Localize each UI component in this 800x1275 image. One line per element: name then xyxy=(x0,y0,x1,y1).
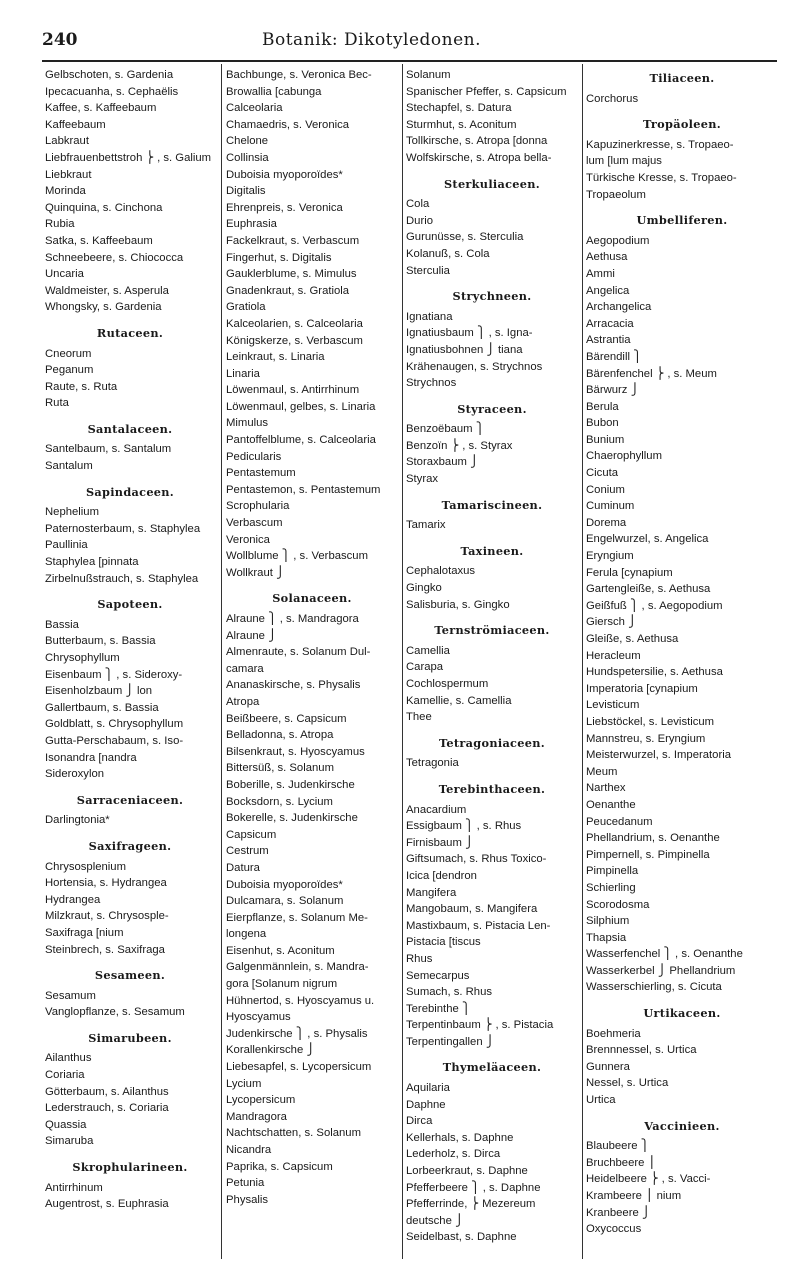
index-entry: Meum xyxy=(586,765,618,778)
index-entry: Fackelkraut, s. Verbascum xyxy=(226,234,360,247)
index-entry: Mangifera xyxy=(406,886,457,899)
index-entry: Coriaria xyxy=(45,1069,85,1082)
index-entry: Aquilaria xyxy=(406,1082,450,1095)
index-entry: Königskerze, s. Verbascum xyxy=(226,334,363,347)
index-entry: Ignatiana xyxy=(406,310,453,323)
index-entry: Lorbeerkraut, s. Daphne xyxy=(406,1165,528,1178)
index-entry: longena xyxy=(226,928,267,941)
index-entry: Terebinthe ⎫ xyxy=(406,1002,471,1015)
index-entry: lum [lum majus xyxy=(586,155,662,168)
index-entry: Ignatiusbohnen ⎭ tiana xyxy=(406,343,523,356)
index-entry: Wollblume ⎫ , s. Verbascum xyxy=(226,550,368,563)
index-entry: Rubia xyxy=(45,218,75,231)
index-entry: Beißbeere, s. Capsicum xyxy=(226,712,347,725)
index-entry: Korallenkirsche ⎭ xyxy=(226,1044,315,1057)
index-entry: Cuminum xyxy=(586,500,635,513)
index-entry: Türkische Kresse, s. Tropaeo- xyxy=(586,171,737,184)
index-entry: camara xyxy=(226,662,264,675)
index-entry: Satka, s. Kaffeebaum xyxy=(45,234,153,247)
index-entry: Chrysosplenium xyxy=(45,860,126,873)
index-entry: Bruchbeere ⎪ xyxy=(586,1156,657,1169)
index-entry: Alraune ⎫ , s. Mandragora xyxy=(226,613,359,625)
family-heading: Skrophularineen. xyxy=(72,1160,188,1175)
index-entry: Quassia xyxy=(45,1118,87,1131)
index-entry: Kalceolarien, s. Calceolaria xyxy=(226,317,363,330)
index-entry: Terpentinbaum ⎬ , s. Pistacia xyxy=(406,1019,554,1032)
family-heading: Sarraceniaceen. xyxy=(76,792,184,807)
index-entry: Physalis xyxy=(226,1193,269,1206)
index-entry: Pedicularis xyxy=(226,450,282,463)
index-entry: Pantoffelblume, s. Calceolaria xyxy=(226,434,376,447)
index-column-4 xyxy=(586,67,778,1257)
index-entry: Liebstöckel, s. Levisticum xyxy=(586,715,715,728)
index-entry: Peganum xyxy=(45,364,94,377)
index-entry: Ipecacuanha, s. Cephaëlis xyxy=(45,85,179,98)
index-entry: Browallia [cabunga xyxy=(226,85,322,98)
index-entry: Wolfskirsche, s. Atropa bella- xyxy=(406,151,552,164)
index-entry: Chelone xyxy=(226,135,269,148)
index-entry: Urtica xyxy=(586,1094,616,1107)
column-rule xyxy=(402,64,403,1259)
index-entry: Lycium xyxy=(226,1077,262,1090)
index-entry: Scorodosma xyxy=(586,898,650,911)
index-entry: Chamaedris, s. Veronica xyxy=(226,118,350,131)
index-entry: Camellia xyxy=(406,644,450,657)
page-header xyxy=(42,24,772,56)
index-entry: Spanischer Pfeffer, s. Capsicum xyxy=(406,85,567,98)
index-entry: Belladonna, s. Atropa xyxy=(226,729,334,742)
index-entry: Euphrasia xyxy=(226,218,277,231)
index-entry: Bärenfenchel ⎬ , s. Meum xyxy=(586,367,717,380)
index-entry: Lederholz, s. Dirca xyxy=(406,1148,501,1161)
family-heading: Strychneen. xyxy=(452,289,532,304)
index-entry: Dirca xyxy=(406,1115,433,1128)
index-entry: Wasserschierling, s. Cicuta xyxy=(586,981,722,994)
index-entry: Brennnessel, s. Urtica xyxy=(586,1044,697,1057)
index-entry: Ignatiusbaum ⎫ , s. Igna- xyxy=(406,327,533,340)
index-entry: Quinquina, s. Cinchona xyxy=(45,201,163,214)
index-entry: Schierling xyxy=(586,881,636,894)
index-entry: Durio xyxy=(406,214,433,227)
index-entry: Heracleum xyxy=(586,649,641,662)
family-heading: Solanaceen. xyxy=(272,591,352,606)
index-entry: Fingerhut, s. Digitalis xyxy=(226,251,332,264)
index-entry: Götterbaum, s. Ailanthus xyxy=(45,1085,169,1098)
index-entry: Cola xyxy=(406,198,430,211)
index-entry: Conium xyxy=(586,483,625,496)
index-entry: Eisenbaum ⎫ , s. Sideroxy- xyxy=(45,668,183,681)
index-entry: Kapuzinerkresse, s. Tropaeo- xyxy=(586,138,734,151)
index-entry: Cestrum xyxy=(226,845,269,858)
index-entry: Pentastemum xyxy=(226,467,296,480)
index-entry: Cephalotaxus xyxy=(406,565,476,578)
index-entry: gora [Solanum nigrum xyxy=(226,978,338,991)
index-entry: Eierpflanze, s. Solanum Me- xyxy=(226,911,368,924)
index-entry: Dorema xyxy=(586,516,627,529)
family-heading: Taxineen. xyxy=(460,543,524,558)
index-entry: Vanglopflanze, s. Sesamum xyxy=(45,1006,185,1019)
index-entry: Angelica xyxy=(586,284,630,297)
index-entry: Bokerelle, s. Judenkirsche xyxy=(226,812,358,825)
index-entry: Duboisia myoporoïdes* xyxy=(226,878,343,891)
index-entry: Nicandra xyxy=(226,1144,272,1156)
index-entry: Eryngium xyxy=(586,550,634,563)
index-entry: Phellandrium, s. Oenanthe xyxy=(586,832,720,845)
index-entry: Verbascum xyxy=(226,517,283,530)
family-heading: Santalaceen. xyxy=(87,421,173,436)
index-entry: Pfefferbeere ⎫ , s. Daphne xyxy=(406,1181,541,1194)
index-entry: Morinda xyxy=(45,185,86,198)
index-entry: Kellerhals, s. Daphne xyxy=(406,1131,514,1144)
index-entry: Isonandra [nandra xyxy=(45,751,137,764)
index-entry: Pimpernell, s. Pimpinella xyxy=(586,848,710,861)
index-entry: Mandragora xyxy=(226,1110,287,1123)
index-entry: Ailanthus xyxy=(45,1052,92,1065)
index-entry: Sideroxylon xyxy=(45,768,105,781)
index-entry: Heidelbeere ⎬ , s. Vacci- xyxy=(586,1173,711,1186)
index-entry: Sterculia xyxy=(406,264,450,277)
index-entry: Arracacia xyxy=(586,317,634,330)
family-heading: Tropäoleen. xyxy=(643,117,721,132)
index-entry: Firnisbaum ⎭ xyxy=(406,836,474,849)
index-entry: Aethusa xyxy=(586,251,628,264)
index-entry: Capsicum xyxy=(226,828,277,841)
index-entry: Judenkirsche ⎫ , s. Physalis xyxy=(226,1027,368,1040)
index-entry: Nachtschatten, s. Solanum xyxy=(226,1127,362,1140)
index-entry: Mastixbaum, s. Pistacia Len- xyxy=(406,919,551,932)
index-entry: Bachbunge, s. Veronica Bec- xyxy=(226,69,372,81)
index-entry: Linaria xyxy=(226,367,260,380)
index-entry: Kolanuß, s. Cola xyxy=(406,247,490,260)
index-entry: Lederstrauch, s. Coriaria xyxy=(45,1102,169,1115)
index-entry: Bilsenkraut, s. Hyoscyamus xyxy=(226,745,365,758)
index-entry: Milzkraut, s. Chrysosple- xyxy=(45,910,169,923)
index-entry: Butterbaum, s. Bassia xyxy=(45,635,156,648)
index-entry: Hundspetersilie, s. Aethusa xyxy=(586,666,723,679)
index-entry: Mangobaum, s. Mangifera xyxy=(406,903,538,916)
index-entry: Veronica xyxy=(226,533,270,546)
index-entry: Terpentingallen ⎭ xyxy=(406,1035,495,1048)
index-entry: Wasserkerbel ⎭ Phellandrium xyxy=(586,964,736,977)
index-entry: Raute, s. Ruta xyxy=(45,380,118,393)
index-entry: Dulcamara, s. Solanum xyxy=(226,895,344,908)
index-entry: Ehrenpreis, s. Veronica xyxy=(226,201,343,214)
index-entry: Kamellie, s. Camellia xyxy=(406,694,512,707)
index-entry: Datura xyxy=(226,861,260,874)
index-entry: Oxycoccus xyxy=(586,1223,642,1236)
index-entry: Bubon xyxy=(586,417,619,430)
index-entry: Cneorum xyxy=(45,347,92,360)
index-entry: Gratiola xyxy=(226,301,266,314)
index-entry: Benzoïn ⎬ , s. Styrax xyxy=(406,439,513,452)
index-entry: Wollkraut ⎭ xyxy=(226,566,285,579)
index-entry: Augentrost, s. Euphrasia xyxy=(45,1198,169,1211)
index-entry: Salisburia, s. Gingko xyxy=(406,598,510,611)
family-heading: Styraceen. xyxy=(457,401,527,416)
index-entry: Silphium xyxy=(586,915,630,928)
index-entry: Archangelica xyxy=(586,301,652,314)
index-entry: Chrysophyllum xyxy=(45,652,120,664)
index-entry: Carapa xyxy=(406,661,444,674)
index-entry: Liebfrauenbettstroh ⎬ , s. Galium xyxy=(45,151,212,164)
index-entry: Labkraut xyxy=(45,135,89,148)
index-entry: Saxifraga [nium xyxy=(45,926,124,939)
index-entry: Uncaria xyxy=(45,268,84,281)
index-entry: Kaffee, s. Kaffeebaum xyxy=(45,102,157,115)
index-entry: Mannstreu, s. Eryngium xyxy=(586,732,706,745)
index-entry: Sumach, s. Rhus xyxy=(406,986,493,999)
index-entry: Scrophularia xyxy=(226,500,290,513)
index-entry: Lycopersicum xyxy=(226,1094,296,1107)
index-entry: Engelwurzel, s. Angelica xyxy=(586,533,709,546)
index-entry: Berula xyxy=(586,400,619,413)
index-entry: Sesamum xyxy=(45,989,96,1002)
index-entry: Tamarix xyxy=(406,519,446,532)
index-entry: Chaerophyllum xyxy=(586,450,662,463)
index-entry: Bocksdorn, s. Lycium xyxy=(226,795,333,808)
index-entry: Levisticum xyxy=(586,699,640,712)
index-entry: Darlingtonia* xyxy=(45,814,110,827)
index-entry: Liebkraut xyxy=(45,168,92,181)
index-entry: Styrax xyxy=(406,473,439,486)
family-heading: Umbelliferen. xyxy=(636,213,728,228)
index-entry: Pfefferrinde, ⎬ Mezereum xyxy=(406,1198,536,1211)
index-entry: Pistacia [tiscus xyxy=(406,936,481,949)
index-entry: Wasserfenchel ⎫ , s. Oenanthe xyxy=(586,948,743,961)
column-rule xyxy=(582,64,583,1259)
index-entry: Santalum xyxy=(45,460,93,473)
index-entry: Eisenhut, s. Aconitum xyxy=(226,944,335,957)
index-entry: Anacardium xyxy=(406,803,467,816)
family-heading: Thymeläaceen. xyxy=(442,1060,542,1075)
index-entry: Gutta-Perschabaum, s. Iso- xyxy=(45,734,184,747)
index-entry: Schneebeere, s. Chiococca xyxy=(45,251,184,264)
family-heading: Sesameen. xyxy=(94,968,166,983)
index-entry: Krambeere ⎪ nium xyxy=(586,1190,682,1202)
index-entry: Paullinia xyxy=(45,539,88,552)
index-entry: Storaxbaum ⎭ xyxy=(406,456,479,469)
index-entry: Giersch ⎭ xyxy=(586,616,637,629)
index-entry: Ferula [cynapium xyxy=(586,566,673,579)
index-entry: Bassia xyxy=(45,618,79,631)
index-entry: Benzoëbaum ⎫ xyxy=(406,423,485,436)
index-entry: Hydrangea xyxy=(45,893,101,906)
index-entry: Astrantia xyxy=(586,334,631,347)
index-entry: Paprika, s. Capsicum xyxy=(226,1160,333,1173)
index-entry: Staphylea [pinnata xyxy=(45,556,139,569)
index-entry: Meisterwurzel, s. Imperatoria xyxy=(586,749,732,762)
index-entry: Paternosterbaum, s. Staphylea xyxy=(45,522,201,535)
index-entry: Tropaeolum xyxy=(586,188,646,201)
index-entry: Gallertbaum, s. Bassia xyxy=(45,701,159,714)
index-entry: Gelbschoten, s. Gardenia xyxy=(45,69,174,81)
index-entry: Atropa xyxy=(226,695,260,708)
index-column-3 xyxy=(406,67,578,1257)
index-entry: Cochlospermum xyxy=(406,678,489,690)
index-entry: Semecarpus xyxy=(406,969,470,982)
index-entry: Ruta xyxy=(45,397,69,410)
index-entry: Aegopodium xyxy=(586,234,650,247)
index-entry: Pimpinella xyxy=(586,865,639,878)
index-entry: Peucedanum xyxy=(586,815,653,828)
index-entry: Narthex xyxy=(586,782,626,795)
index-entry: Strychnos xyxy=(406,377,457,390)
index-entry: Cicuta xyxy=(586,467,619,480)
index-entry: Collinsia xyxy=(226,151,269,164)
index-entry: Geißfuß ⎫ , s. Aegopodium xyxy=(586,599,723,612)
index-entry: Gingko xyxy=(406,582,442,595)
family-heading: Tiliaceen. xyxy=(649,71,715,85)
index-entry: deutsche ⎭ xyxy=(406,1214,464,1227)
index-entry: Stechapfel, s. Datura xyxy=(406,102,512,115)
index-entry: Gleiße, s. Aethusa xyxy=(586,633,679,645)
index-entry: Rhus xyxy=(406,952,433,965)
index-column-2 xyxy=(226,67,398,1257)
index-entry: Gunnera xyxy=(586,1060,630,1073)
index-entry: Santelbaum, s. Santalum xyxy=(45,443,172,456)
index-entry: Goldblatt, s. Chrysophyllum xyxy=(45,718,184,731)
index-entry: Simaruba xyxy=(45,1135,94,1148)
page-number: 240 xyxy=(42,30,78,50)
family-heading: Saxifrageen. xyxy=(88,838,172,853)
index-entry: Gnadenkraut, s. Gratiola xyxy=(226,284,350,297)
index-entry: Imperatoria [cynapium xyxy=(586,682,698,695)
family-heading: Tetragoniaceen. xyxy=(439,735,545,750)
index-entry: Petunia xyxy=(226,1177,265,1190)
running-title: Botanik: Dikotyledonen. xyxy=(262,30,482,50)
index-entry: Mimulus xyxy=(226,417,269,430)
index-entry: Kranbeere ⎭ xyxy=(586,1206,651,1219)
index-entry: Löwenmaul, s. Antirrhinum xyxy=(226,384,360,397)
index-entry: Giftsumach, s. Rhus Toxico- xyxy=(406,853,547,866)
index-entry: Waldmeister, s. Asperula xyxy=(45,284,169,297)
index-entry: Solanum xyxy=(406,69,451,81)
index-entry: Hyoscyamus xyxy=(226,1011,291,1024)
index-entry: Tetragonia xyxy=(406,757,459,770)
index-entry: Bittersüß, s. Solanum xyxy=(226,762,334,775)
index-entry: Essigbaum ⎫ , s. Rhus xyxy=(406,820,522,833)
index-entry: Tollkirsche, s. Atropa [donna xyxy=(406,135,548,148)
header-rule xyxy=(42,60,777,62)
family-heading: Rutaceen. xyxy=(96,325,164,340)
family-heading: Tamariscineen. xyxy=(441,497,543,512)
index-entry: Corchorus xyxy=(586,92,639,105)
index-entry: Daphne xyxy=(406,1098,446,1111)
family-heading: Sapoteen. xyxy=(97,597,163,612)
index-entry: Icica [dendron xyxy=(406,869,477,882)
index-entry: Krähenaugen, s. Strychnos xyxy=(406,360,543,373)
index-entry: Boberille, s. Judenkirsche xyxy=(226,778,355,791)
family-heading: Urtikaceen. xyxy=(643,1006,721,1021)
index-entry: Ananaskirsche, s. Physalis xyxy=(226,679,361,692)
index-entry: Digitalis xyxy=(226,185,266,198)
index-entry: Hortensia, s. Hydrangea xyxy=(45,877,167,890)
index-entry: Calceolaria xyxy=(226,102,283,115)
index-entry: Gartengleiße, s. Aethusa xyxy=(586,583,711,596)
index-entry: Bunium xyxy=(586,433,625,446)
family-heading: Terebinthaceen. xyxy=(438,781,546,796)
index-entry: Galgenmännlein, s. Mandra- xyxy=(226,961,369,974)
index-entry: Thee xyxy=(406,711,432,724)
index-entry: Leinkraut, s. Linaria xyxy=(226,351,325,364)
index-entry: Ammi xyxy=(586,267,615,280)
family-heading: Sterkuliaceen. xyxy=(443,176,541,191)
index-entry: Whongsky, s. Gardenia xyxy=(45,301,162,314)
index-entry: Eisenholzbaum ⎭ lon xyxy=(45,685,153,698)
index-entry: Boehmeria xyxy=(586,1027,641,1040)
index-entry: Bärwurz ⎭ xyxy=(586,384,640,397)
index-entry: Antirrhinum xyxy=(45,1181,103,1194)
index-entry: Almenraute, s. Solanum Dul- xyxy=(226,646,371,659)
index-entry: Löwenmaul, gelbes, s. Linaria xyxy=(226,400,376,413)
family-heading: Simarubeen. xyxy=(88,1030,172,1045)
family-heading: Ternströmiaceen. xyxy=(434,623,550,638)
family-heading: Vaccinieen. xyxy=(644,1118,720,1133)
index-entry: Bärendill ⎫ xyxy=(586,350,642,363)
index-entry: Pentastemon, s. Pentastemum xyxy=(226,483,381,496)
index-entry: Duboisia myoporoïdes* xyxy=(226,168,343,181)
index-entry: Nephelium xyxy=(45,506,100,519)
column-rule xyxy=(221,64,222,1259)
index-entry: Seidelbast, s. Daphne xyxy=(406,1231,517,1244)
index-entry: Hühnertod, s. Hyoscyamus u. xyxy=(226,994,375,1007)
family-heading: Sapindaceen. xyxy=(85,484,175,499)
index-entry: Gauklerblume, s. Mimulus xyxy=(226,268,357,281)
index-column-1 xyxy=(45,67,215,1257)
index-entry: Gurunüsse, s. Sterculia xyxy=(406,231,524,244)
index-entry: Zirbelnußstrauch, s. Staphylea xyxy=(45,572,199,585)
index-entry: Liebesapfel, s. Lycopersicum xyxy=(226,1061,372,1074)
index-entry: Nessel, s. Urtica xyxy=(586,1077,669,1090)
index-entry: Oenanthe xyxy=(586,798,636,811)
index-entry: Steinbrech, s. Saxifraga xyxy=(45,943,165,956)
index-entry: Thapsia xyxy=(586,931,627,944)
index-entry: Kaffeebaum xyxy=(45,118,106,131)
index-entry: Alraune ⎭ xyxy=(226,629,277,642)
index-entry: Blaubeere ⎫ xyxy=(586,1140,650,1153)
index-entry: Sturmhut, s. Aconitum xyxy=(406,118,517,131)
